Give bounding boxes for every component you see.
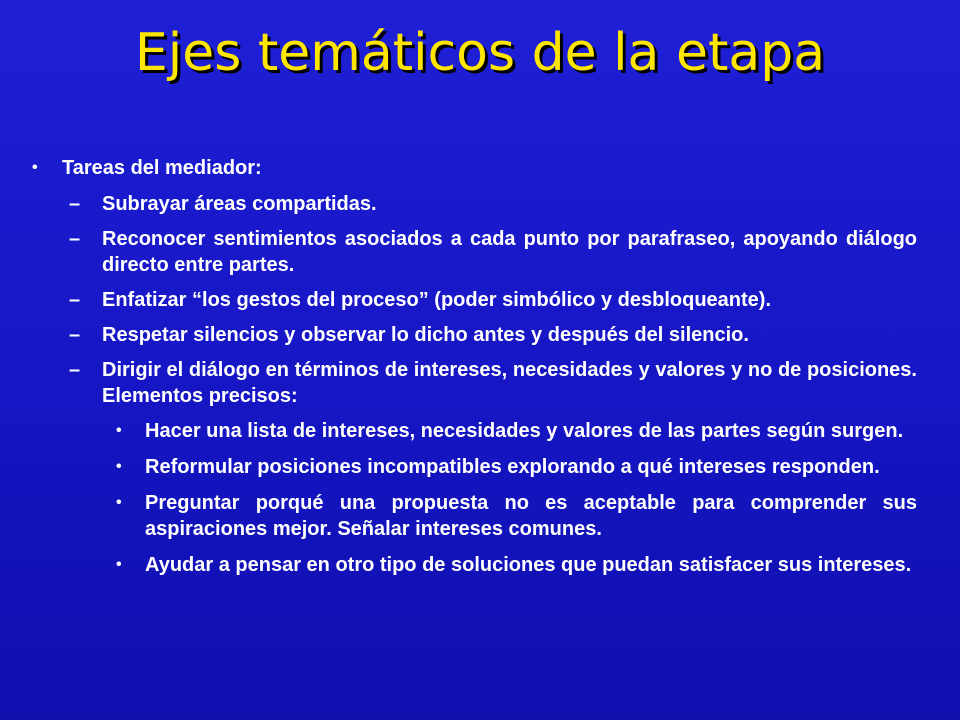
- dash-icon: –: [69, 359, 81, 381]
- subitem-text: Dirigir el diálogo en términos de intereses, necesidades y valores y no de posiciones. Elementos precisos:: [102, 359, 917, 407]
- subsubitem-text: Preguntar porqué una propuesta no es aceptable para comprender sus aspiraciones mejor. Señalar intereses comunes.: [145, 492, 917, 540]
- subitem: [69, 357, 917, 409]
- main-bullet-item: [32, 155, 917, 181]
- subitem-text: Subrayar áreas compartidas.: [102, 193, 377, 215]
- subsubitem: [116, 418, 917, 444]
- bullet-icon: •: [116, 556, 122, 573]
- subsubitem: [116, 454, 917, 480]
- bullet-icon: •: [116, 458, 122, 475]
- subitem-text: Enfatizar “los gestos del proceso” (poder simbólico y desbloqueante).: [102, 289, 772, 311]
- dash-icon: –: [69, 289, 81, 311]
- subitem-text: Respetar silencios y observar lo dicho antes y después del silencio.: [102, 324, 749, 346]
- subitem: [69, 191, 917, 217]
- dash-icon: –: [69, 228, 81, 250]
- subitem: [69, 322, 917, 348]
- dash-icon: –: [69, 193, 81, 215]
- bullet-icon: •: [116, 494, 122, 511]
- slide-title: Ejes temáticos de la etapa: [134, 23, 826, 83]
- subsubitem: [116, 490, 917, 542]
- slide-content: [32, 155, 917, 588]
- subsubitem-text: Reformular posiciones incompatibles explorando a qué intereses responden.: [145, 456, 880, 478]
- subsubitem-text: Ayudar a pensar en otro tipo de soluciones que puedan satisfacer sus intereses.: [145, 554, 912, 576]
- subitem: [69, 226, 917, 278]
- subsubitem: [116, 552, 917, 578]
- subitem-text: Reconocer sentimientos asociados a cada punto por parafraseo, apoyando diálogo directo entre partes.: [102, 228, 917, 276]
- subsubitem-text: Hacer una lista de intereses, necesidades y valores de las partes según surgen.: [145, 420, 904, 442]
- bullet-icon: •: [116, 422, 122, 439]
- dash-icon: –: [69, 324, 81, 346]
- subitem: [69, 287, 917, 313]
- main-bullet-text: Tareas del mediador:: [62, 157, 262, 179]
- bullet-icon: •: [32, 159, 38, 176]
